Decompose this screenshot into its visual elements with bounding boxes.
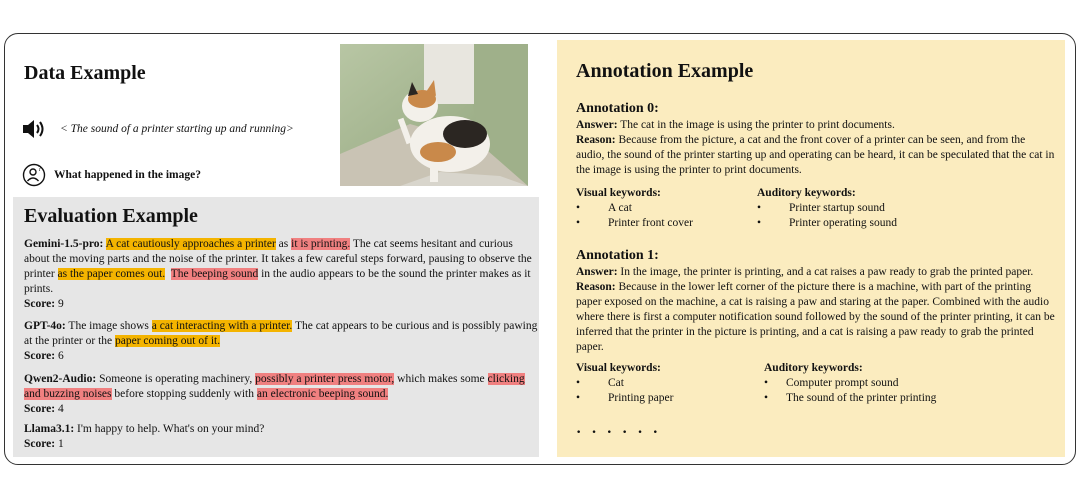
evaluation-panel	[13, 197, 539, 457]
visual-keywords-label: Visual keywords:	[576, 187, 661, 199]
annotation-panel	[557, 40, 1065, 457]
visual-keywords	[576, 361, 761, 406]
auditory-keywords	[764, 361, 1024, 406]
eval-entry-gemini	[24, 237, 539, 312]
response-text: Someone is operating machinery,	[96, 373, 256, 385]
auditory-keywords	[757, 186, 997, 231]
response-text	[165, 268, 171, 280]
highlight-visual: a cat interacting with a printer.	[151, 320, 293, 332]
score-label: Score:	[24, 438, 56, 450]
annotation-0	[576, 100, 1056, 178]
highlight-audio: possibly a printer press motor,	[255, 373, 395, 385]
svg-text:?: ?	[38, 165, 42, 173]
auditory-keywords-label: Auditory keywords:	[757, 187, 856, 199]
keyword-item: • Printer operating sound	[757, 216, 997, 231]
cat-printer-photo	[340, 44, 528, 186]
keyword-item: • A cat	[576, 201, 756, 216]
score-value: 6	[57, 350, 64, 362]
score-line	[24, 349, 539, 364]
score-label: Score:	[24, 403, 56, 415]
evaluation-title: Evaluation Example	[24, 205, 198, 227]
response-text: The cat appears to be curious and is possibly pawing at the printer or the	[24, 320, 538, 347]
highlight-visual: paper coming out of it.	[115, 335, 221, 347]
highlight-visual: as the paper comes out.	[57, 268, 166, 280]
annotation-0-keywords	[576, 186, 1056, 231]
model-name: Qwen2-Audio:	[24, 373, 97, 385]
response-text: The image shows	[65, 320, 152, 332]
annotation-heading: Annotation 1:	[576, 248, 659, 263]
response-text: as	[275, 238, 292, 250]
score-value: 4	[57, 403, 64, 415]
keyword-item: • Printing paper	[576, 391, 761, 406]
response-text: before stopping suddenly with	[111, 388, 257, 400]
score-label: Score:	[24, 298, 56, 310]
reason-line	[576, 133, 1056, 178]
keyword-item: • Computer prompt sound	[764, 376, 1024, 391]
visual-keywords	[576, 186, 756, 231]
eval-entry-gpt4o	[24, 319, 539, 364]
answer-line	[576, 265, 1056, 280]
auditory-keywords-label: Auditory keywords:	[764, 362, 863, 374]
highlight-audio: it is printing.	[291, 238, 351, 250]
answer-label: Answer:	[576, 266, 618, 278]
annotation-heading: Annotation 0:	[576, 101, 659, 116]
keyword-item: • Printer startup sound	[757, 201, 997, 216]
keyword-item: • Cat	[576, 376, 761, 391]
annotation-1-keywords	[576, 361, 1056, 406]
response-text: in the audio appears to be the sound the printer makes as it prints.	[24, 268, 531, 295]
question-row	[22, 163, 201, 187]
reason-text: Because from the picture, a cat and the front cover of a printer can be seen, and from the audio, the sound of the printer starting up and operating can be heard, it can be speculated that the cat in the image is using the printer to print documents.	[576, 134, 1055, 176]
score-line	[24, 297, 539, 312]
audio-description: < The sound of a printer starting up and running>	[60, 122, 294, 135]
score-value: 1	[57, 438, 64, 450]
model-name: Llama3.1:	[24, 423, 75, 435]
audio-row	[22, 118, 294, 140]
eval-entry-qwen2-audio	[24, 372, 539, 417]
model-name: GPT-4o:	[24, 320, 66, 332]
reason-label: Reason:	[576, 134, 616, 146]
data-example-title: Data Example	[24, 62, 146, 84]
highlight-visual: A cat cautiously approaches a printer	[105, 238, 276, 250]
score-line	[24, 437, 539, 452]
response-text: which makes some	[394, 373, 488, 385]
reason-label: Reason:	[576, 281, 616, 293]
reason-line	[576, 280, 1056, 355]
speaker-icon	[22, 118, 46, 140]
score-label: Score:	[24, 350, 56, 362]
visual-keywords-label: Visual keywords:	[576, 362, 661, 374]
keyword-item: • The sound of the printer printing	[764, 391, 1024, 406]
score-value: 9	[57, 298, 64, 310]
answer-label: Answer:	[576, 119, 618, 131]
eval-entry-llama31	[24, 422, 539, 452]
response-text: I'm happy to help. What's on your mind?	[74, 423, 265, 435]
model-name: Gemini-1.5-pro:	[24, 238, 104, 250]
answer-line	[576, 118, 1056, 133]
ellipsis: · · · · · ·	[576, 424, 662, 441]
highlight-audio: The beeping sound	[170, 268, 259, 280]
annotation-1	[576, 247, 1056, 355]
highlight-audio: an electronic beeping sound.	[256, 388, 389, 400]
score-line	[24, 402, 539, 417]
answer-text: In the image, the printer is printing, and a cat raises a paw ready to grab the printed paper.	[617, 266, 1034, 278]
highlight-audio: clicking and buzzing noises	[24, 373, 525, 400]
answer-text: The cat in the image is using the printer to print documents.	[617, 119, 895, 131]
reason-text: Because in the lower left corner of the picture there is a machine, with part of the printing paper exposed on the machine, a cat is raising a paw and staring at the paper. Combined with the audio where there is first a computer notification sound followed by the sound of the printer printing, it can be inferred that the printer in the picture is printing, and a cat is raising a paw ready to grab the printed paper.	[576, 281, 1055, 353]
response-text: The cat seems hesitant and curious about the moving parts and the noise of the printer. It takes a few careful steps forward, pausing to observe the printer	[24, 238, 532, 280]
user-question-icon	[22, 163, 46, 187]
question-text: What happened in the image?	[54, 168, 201, 181]
annotation-title: Annotation Example	[576, 60, 754, 82]
keyword-item: • Printer front cover	[576, 216, 756, 231]
